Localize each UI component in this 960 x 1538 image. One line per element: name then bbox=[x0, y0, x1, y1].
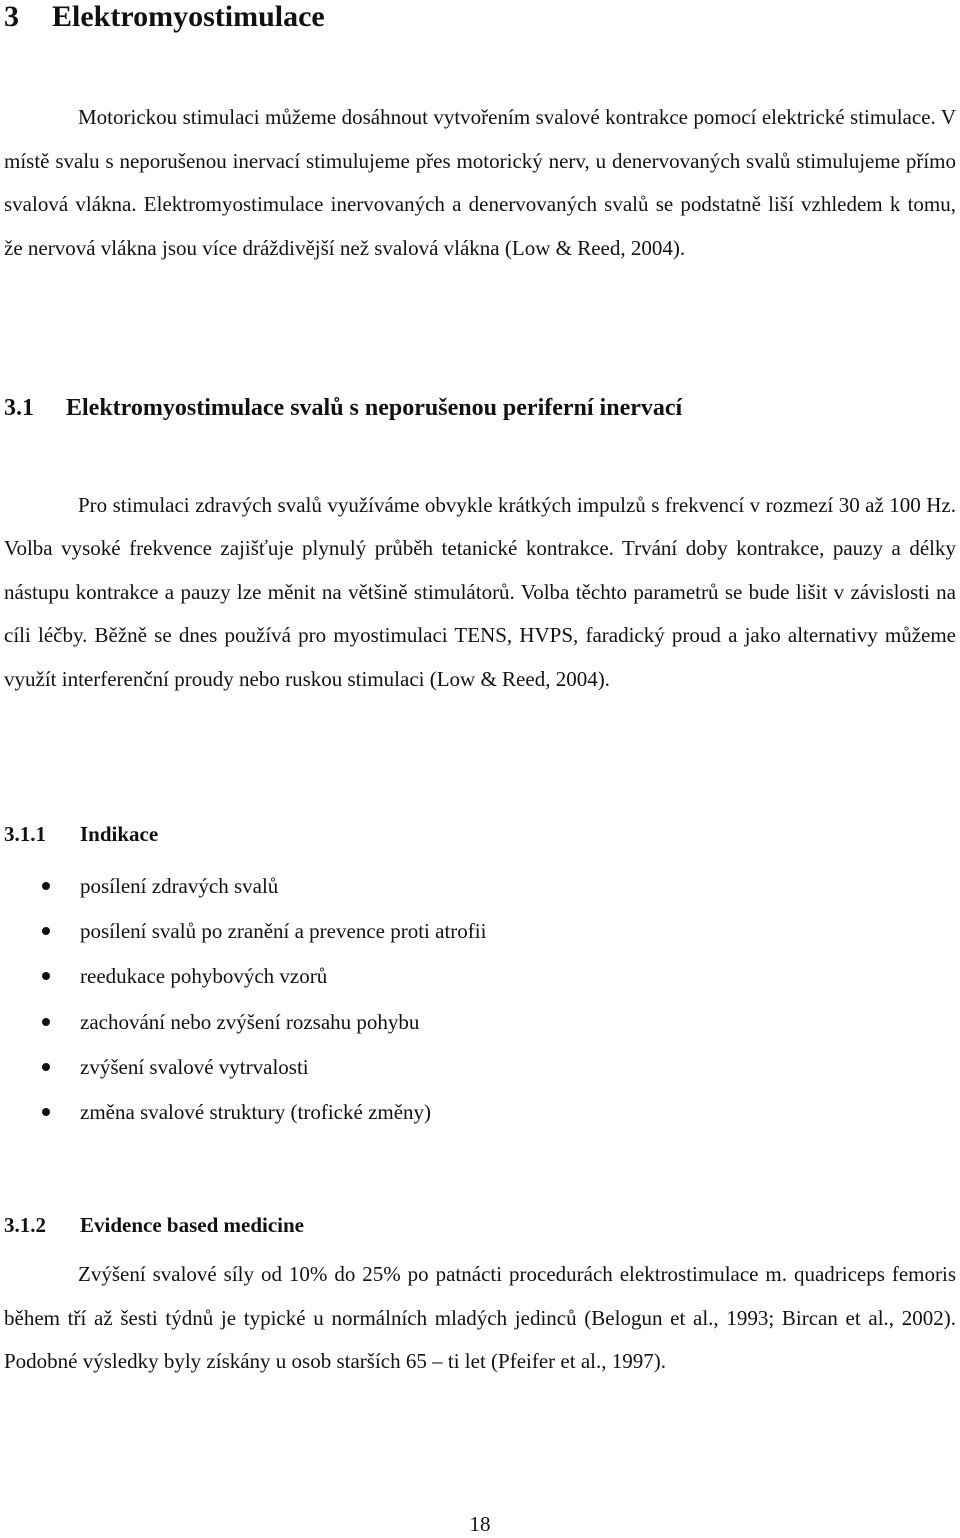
section-3-1-2-paragraph: Zvýšení svalové síly od 10% do 25% po patnácti procedurách elektrostimulace m. quadriceps femoris během tří až šesti týdnů je typické u normálních mladých jedinců (Belogun et al., 1993; Bircan et al., 2002). Podobné výsledky byly získány u osob starších 65 – ti let (Pfeifer et al., 1997). bbox=[4, 1262, 956, 1374]
chapter-heading bbox=[4, 0, 325, 34]
chapter-number: 3 bbox=[4, 0, 19, 33]
list-item bbox=[4, 866, 486, 911]
section-3-1-1-number: 3.1.1 bbox=[4, 822, 46, 846]
list-item-text: posílení svalů po zranění a prevence proti atrofii bbox=[80, 919, 487, 944]
chapter-intro-paragraph: Motorickou stimulaci můžeme dosáhnout vytvořením svalové kontrakce pomocí elektrické stimulace. V místě svalu s neporušenou inervací stimulujeme přes motorický nerv, u denervovaných svalů stimulujeme přímo svalová vlákna. Elektromyostimulace inervovaných a denervovaných svalů se podstatně liší vzhledem k tomu, že nervová vlákna jsou více dráždivější než svalová vlákna (Low & Reed, 2004). bbox=[4, 105, 956, 260]
chapter-title: Elektromyostimulace bbox=[52, 0, 325, 33]
bullet-icon bbox=[42, 1018, 50, 1026]
bullet-icon bbox=[42, 1108, 50, 1116]
list-item-text: zvýšení svalové vytrvalosti bbox=[80, 1054, 309, 1079]
list-item bbox=[4, 956, 486, 1001]
list-item-text: změna svalové struktury (trofické změny) bbox=[80, 1099, 432, 1124]
list-item bbox=[4, 1092, 486, 1137]
section-3-1-number: 3.1 bbox=[4, 395, 34, 421]
list-item bbox=[4, 1047, 486, 1092]
section-3-1-1-title: Indikace bbox=[80, 822, 159, 846]
section-3-1-2-title: Evidence based medicine bbox=[80, 1213, 304, 1237]
bullet-icon bbox=[42, 927, 50, 935]
section-3-1-2-number: 3.1.2 bbox=[4, 1213, 46, 1237]
bullet-icon bbox=[42, 882, 50, 890]
list-item-text: posílení zdravých svalů bbox=[80, 874, 279, 898]
indications-list bbox=[4, 866, 486, 1137]
list-item-text: zachování nebo zvýšení rozsahu pohybu bbox=[80, 1009, 420, 1034]
page-number: 18 bbox=[469, 1512, 491, 1536]
bullet-icon bbox=[42, 972, 50, 980]
list-item bbox=[4, 911, 486, 956]
section-3-1-title: Elektromyostimulace svalů s neporušenou periferní inervací bbox=[66, 395, 683, 421]
section-3-1-heading bbox=[4, 393, 682, 423]
section-3-1-paragraph: Pro stimulaci zdravých svalů využíváme obvykle krátkých impulzů s frekvencí v rozmezí 30 až 100 Hz. Volba vysoké frekvence zajišťuje plynulý průběh tetanické kontrakce. Trvání doby kontrakce, pauzy a délky nástupu kontrakce a pauzy lze měnit na většině stimulátorů. Volba těchto parametrů se bude lišit v závislosti na cíli léčby. Běžně se dnes používá pro myostimulaci TENS, HVPS, faradický proud a jako alternativy můžeme využít interferenční proudy nebo ruskou stimulaci (Low & Reed, 2004). bbox=[4, 493, 956, 691]
section-3-1-1-heading bbox=[4, 820, 158, 848]
list-item-text: reedukace pohybových vzorů bbox=[80, 964, 328, 989]
bullet-icon bbox=[42, 1063, 50, 1071]
list-item bbox=[4, 1002, 486, 1047]
section-3-1-2-heading bbox=[4, 1211, 304, 1239]
